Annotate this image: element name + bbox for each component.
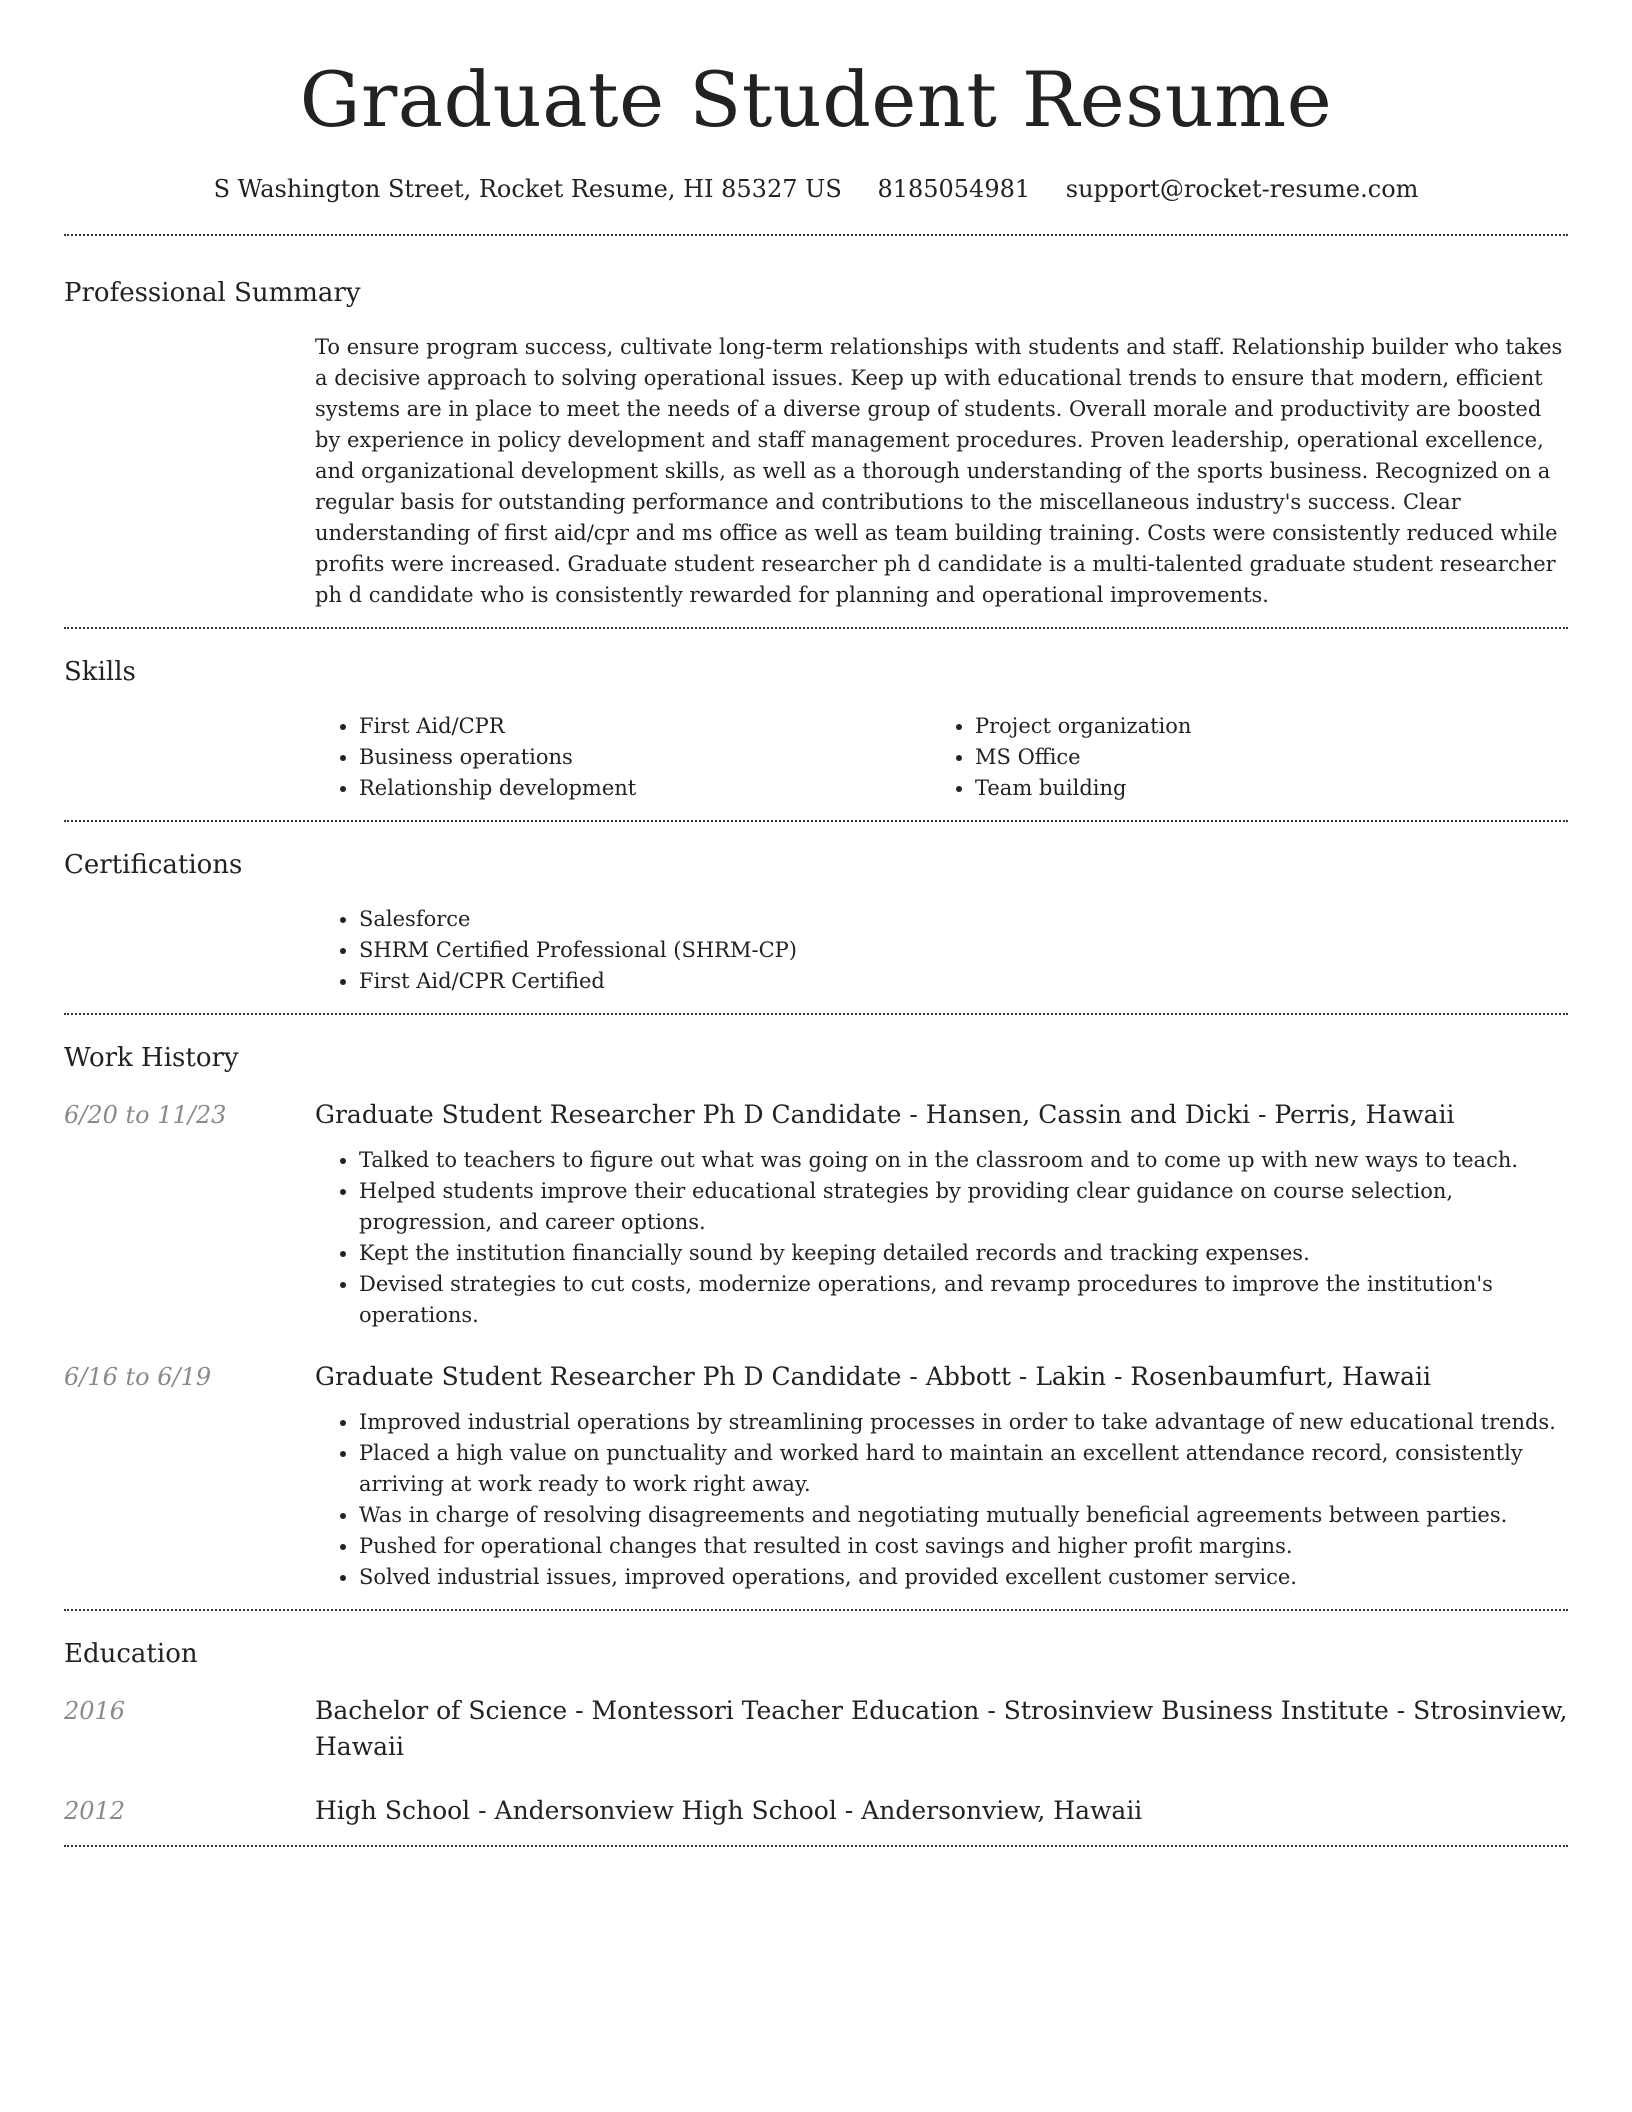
list-item: • Business operations — [359, 742, 931, 773]
resume-page — [64, 0, 1568, 1847]
list-item: • Relationship development — [359, 773, 931, 804]
list-item: • MS Office — [975, 742, 1547, 773]
list-item: • Improved industrial operations by streamlining processes in order to take advantage of new educational trends. — [359, 1407, 1568, 1438]
job-entry — [64, 1359, 1568, 1593]
work-section — [64, 1015, 1568, 1609]
education-section — [64, 1611, 1568, 1845]
certifications-list — [315, 904, 1568, 997]
list-item: • Devised strategies to cut costs, modernize operations, and revamp procedures to improve the institution's operations. — [359, 1269, 1568, 1331]
education-body — [315, 1693, 1568, 1765]
list-item: • Pushed for operational changes that resulted in cost savings and higher profit margins. — [359, 1531, 1568, 1562]
skills-columns — [315, 711, 1568, 804]
contact-line — [64, 172, 1568, 206]
education-heading: Education — [64, 1639, 198, 1669]
job-dates: 6/16 to 6/19 — [64, 1363, 212, 1391]
job-title: Graduate Student Researcher Ph D Candidate - Abbott - Lakin - Rosenbaumfurt, Hawaii — [315, 1362, 1431, 1391]
list-item: • Salesforce — [359, 904, 1568, 935]
job-body — [315, 1359, 1568, 1593]
skills-list-left — [315, 711, 931, 804]
job-body — [315, 1097, 1568, 1331]
summary-section — [64, 236, 1568, 627]
list-item: • Team building — [975, 773, 1547, 804]
education-body — [315, 1793, 1568, 1829]
list-item: • Helped students improve their educational strategies by providing clear guidance on course selection, progression, and career options. — [359, 1176, 1568, 1238]
certifications-heading: Certifications — [64, 850, 243, 880]
list-item: • Talked to teachers to figure out what was going on in the classroom and to come up with new ways to teach. — [359, 1145, 1568, 1176]
education-year: 2012 — [64, 1797, 126, 1825]
summary-heading: Professional Summary — [64, 278, 361, 308]
list-item: • SHRM Certified Professional (SHRM-CP) — [359, 935, 1568, 966]
certifications-content — [315, 904, 1568, 997]
education-entry — [64, 1693, 1568, 1765]
list-item: • Project organization — [975, 711, 1547, 742]
job-bullets — [315, 1407, 1568, 1593]
list-item: • First Aid/CPR — [359, 711, 931, 742]
page-title: Graduate Student Resume — [299, 55, 1333, 144]
list-item: • Solved industrial issues, improved operations, and provided excellent customer service. — [359, 1562, 1568, 1593]
list-item: • First Aid/CPR Certified — [359, 966, 1568, 997]
work-heading: Work History — [64, 1043, 239, 1073]
job-dates: 6/20 to 11/23 — [64, 1101, 227, 1129]
list-item: • Placed a high value on punctuality and worked hard to maintain an excellent attendance record, consistently arriving at work ready to work right away. — [359, 1438, 1568, 1500]
education-degree: High School - Andersonview High School - Andersonview, Hawaii — [315, 1796, 1143, 1825]
education-degree: Bachelor of Science - Montessori Teacher Education - Strosinview Business Institute - Strosinview, Hawaii — [315, 1696, 1568, 1761]
contact-email: support@rocket-resume.com — [1065, 175, 1419, 203]
list-item: • Was in charge of resolving disagreements and negotiating mutually beneficial agreements between parties. — [359, 1500, 1568, 1531]
contact-phone: 8185054981 — [877, 175, 1031, 203]
education-entry — [64, 1793, 1568, 1829]
list-item: • Kept the institution financially sound by keeping detailed records and tracking expenses. — [359, 1238, 1568, 1269]
contact-address: S Washington Street, Rocket Resume, HI 85327 US — [213, 175, 842, 203]
education-year: 2016 — [64, 1697, 126, 1725]
certifications-section — [64, 822, 1568, 1013]
resume-header — [64, 0, 1568, 206]
job-title: Graduate Student Researcher Ph D Candidate - Hansen, Cassin and Dicki - Perris, Hawaii — [315, 1100, 1455, 1129]
job-entry — [64, 1097, 1568, 1331]
summary-text: To ensure program success, cultivate long-term relationships with students and staff. Relationship builder who takes a decisive approach to solving operational issues. Keep up with educational trends to ensure that modern, efficient systems are in place to meet the needs of a diverse group of students. Overall morale and productivity are boosted by experience in policy development and staff management procedures. Proven leadership, operational excellence, and organizational development skills, as well as a thorough understanding of the sports business. Recognized on a regular basis for outstanding performance and contributions to the miscellaneous industry's success. Clear understanding of first aid/cpr and ms office as well as team building training. Costs were consistently reduced while profits were increased. Graduate student researcher ph d candidate is a multi-talented graduate student researcher ph d candidate who is consistently rewarded for planning and operational improvements. — [315, 335, 1563, 607]
footer-divider — [64, 1845, 1568, 1847]
job-bullets — [315, 1145, 1568, 1331]
skills-heading: Skills — [64, 657, 136, 687]
skills-section — [64, 629, 1568, 820]
skills-list-right — [931, 711, 1547, 804]
